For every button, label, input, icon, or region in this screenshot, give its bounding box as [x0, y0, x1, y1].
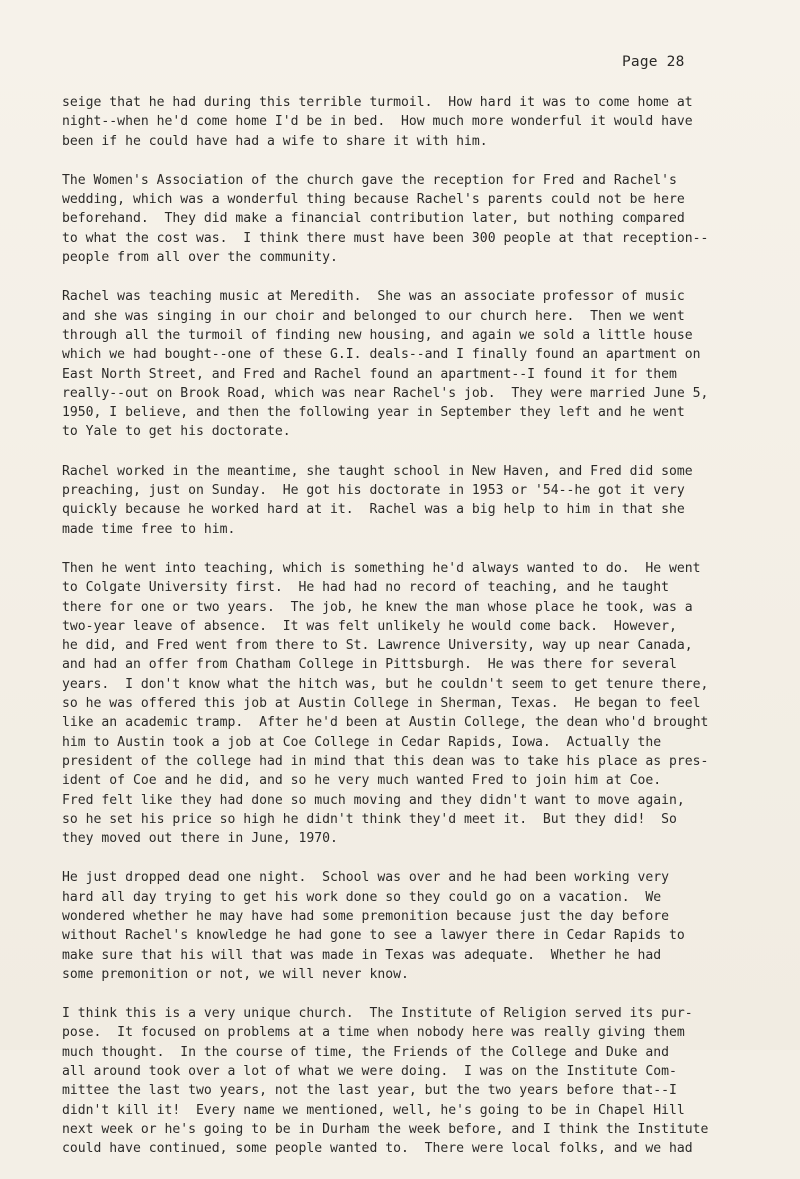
body-text	[62, 93, 742, 1179]
text-line: Rachel worked in the meantime, she taught school in New Haven, and Fred did some	[62, 463, 693, 479]
text-line: I think this is a very unique church. The Institute of Religion served its pur-	[62, 1006, 693, 1022]
text-line: hard all day trying to get his work done so they could go on a vacation. We	[62, 889, 662, 905]
text-line: The Women's Association of the church gave the reception for Fred and Rachel's	[62, 172, 677, 188]
text-line: and she was singing in our choir and belonged to our church here. Then we went	[62, 308, 685, 324]
text-line: they moved out there in June, 1970.	[62, 831, 338, 847]
text-line: through all the turmoil of finding new housing, and again we sold a little house	[62, 327, 693, 343]
text-line: mittee the last two years, not the last year, but the two years before that--I	[62, 1083, 677, 1099]
text-line: so he set his price so high he didn't think they'd meet it. But they did! So	[62, 811, 677, 827]
paragraph	[62, 171, 742, 267]
text-line: president of the college had in mind that this dean was to take his place as pres-	[62, 753, 709, 769]
text-line: Fred felt like they had done so much moving and they didn't want to move again,	[62, 792, 685, 808]
text-line: so he was offered this job at Austin College in Sherman, Texas. He began to feel	[62, 696, 701, 712]
text-line: without Rachel's knowledge he had gone to see a lawyer there in Cedar Rapids to	[62, 928, 685, 944]
text-line: ident of Coe and he did, and so he very much wanted Fred to join him at Coe.	[62, 773, 662, 789]
paragraph	[62, 462, 742, 539]
text-line: been if he could have had a wife to share it with him.	[62, 133, 488, 149]
text-line: and had an offer from Chatham College in Pittsburgh. He was there for several	[62, 657, 677, 673]
text-line: beforehand. They did make a financial contribution later, but nothing compared	[62, 211, 685, 227]
page-number: Page 28	[622, 54, 685, 70]
text-line: He just dropped dead one night. School was over and he had been working very	[62, 870, 669, 886]
text-line: really--out on Brook Road, which was near Rachel's job. They were married June 5,	[62, 385, 709, 401]
paragraph	[62, 868, 742, 984]
text-line: wedding, which was a wonderful thing because Rachel's parents could not be here	[62, 192, 685, 208]
text-line: all around took over a lot of what we were doing. I was on the Institute Com-	[62, 1064, 677, 1080]
text-line: preaching, just on Sunday. He got his doctorate in 1953 or '54--he got it very	[62, 483, 685, 499]
text-line: to Colgate University first. He had had no record of teaching, and he taught	[62, 580, 669, 596]
paragraph	[62, 287, 742, 441]
text-line: seige that he had during this terrible turmoil. How hard it was to come home at	[62, 95, 693, 110]
text-line: much thought. In the course of time, the Friends of the College and Duke and	[62, 1044, 669, 1060]
text-line: people from all over the community.	[62, 250, 338, 266]
text-line: made time free to him.	[62, 521, 236, 537]
paragraph	[62, 559, 742, 848]
paragraph	[62, 1004, 742, 1158]
text-line: didn't kill it! Every name we mentioned, well, he's going to be in Chapel Hill	[62, 1102, 685, 1118]
text-line: he did, and Fred went from there to St. Lawrence University, way up near Canada,	[62, 638, 693, 654]
text-line: Rachel was teaching music at Meredith. She was an associate professor of music	[62, 289, 685, 305]
text-line: could have continued, some people wanted to. There were local folks, and we had	[62, 1141, 693, 1157]
text-line: to Yale to get his doctorate.	[62, 424, 291, 440]
text-line: some premonition or not, we will never know.	[62, 966, 409, 982]
text-line: him to Austin took a job at Coe College in Cedar Rapids, Iowa. Actually the	[62, 734, 662, 750]
text-line: to what the cost was. I think there must have been 300 people at that reception--	[62, 230, 709, 246]
text-line: like an academic tramp. After he'd been at Austin College, the dean who'd brought	[62, 715, 709, 731]
text-line: which we had bought--one of these G.I. deals--and I finally found an apartment on	[62, 347, 701, 363]
text-line: Then he went into teaching, which is something he'd always wanted to do. He went	[62, 560, 701, 576]
text-line: make sure that his will that was made in Texas was adequate. Whether he had	[62, 947, 662, 963]
text-line: East North Street, and Fred and Rachel found an apartment--I found it for them	[62, 366, 677, 382]
text-line: there for one or two years. The job, he knew the man whose place he took, was a	[62, 599, 693, 615]
text-line: two-year leave of absence. It was felt unlikely he would come back. However,	[62, 618, 677, 634]
text-line: night--when he'd come home I'd be in bed. How much more wonderful it would have	[62, 114, 693, 130]
text-line: wondered whether he may have had some premonition because just the day before	[62, 908, 669, 924]
text-line: quickly because he worked hard at it. Rachel was a big help to him in that she	[62, 502, 685, 518]
text-line: pose. It focused on problems at a time when nobody here was really giving them	[62, 1025, 685, 1041]
paragraph	[62, 93, 742, 151]
text-line: 1950, I believe, and then the following year in September they left and he went	[62, 405, 685, 421]
text-line: years. I don't know what the hitch was, but he couldn't seem to get tenure there,	[62, 676, 709, 692]
text-line: next week or he's going to be in Durham the week before, and I think the Institute	[62, 1121, 709, 1137]
